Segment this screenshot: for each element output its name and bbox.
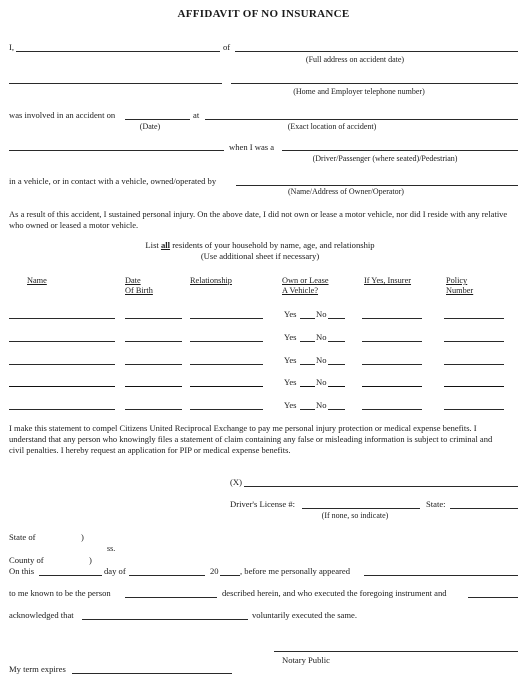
header-own-2: A Vehicle?	[282, 286, 319, 295]
row2-insurer-line[interactable]	[362, 341, 422, 342]
header-dob-2: Of Birth	[125, 286, 153, 295]
row1-yes: Yes	[284, 309, 297, 319]
header-policy-2: Number	[446, 286, 474, 295]
list-instruction-after: residents of your household by name, age, and relationship	[170, 240, 375, 250]
row3-insurer-line[interactable]	[362, 364, 422, 365]
phone-field-line-right[interactable]	[231, 83, 518, 84]
role-caption: (Driver/Passenger (where seated)/Pedestrian)	[312, 154, 458, 163]
phone-caption: (Home and Employer telephone number)	[293, 87, 425, 96]
row3-policy-line[interactable]	[444, 364, 504, 365]
notary-day-of: day of	[104, 566, 126, 576]
row3-no-blank[interactable]	[328, 364, 345, 365]
notary-appeared-line[interactable]	[364, 575, 518, 576]
row2-name-line[interactable]	[9, 341, 115, 342]
notary-on-this: On this	[9, 566, 35, 576]
notary-public-label: Notary Public	[282, 655, 330, 665]
row5-yes-blank[interactable]	[300, 409, 315, 410]
row5-no-blank[interactable]	[328, 409, 345, 410]
notary-paren-2: )	[89, 555, 92, 565]
row4-policy-line[interactable]	[444, 386, 504, 387]
row2-relationship-line[interactable]	[190, 341, 263, 342]
notary-before-me: , before me personally appeared	[240, 566, 350, 576]
row2-policy-line[interactable]	[444, 341, 504, 342]
row2-no: No	[316, 332, 327, 342]
row3-name-line[interactable]	[9, 364, 115, 365]
row4-name-line[interactable]	[9, 386, 115, 387]
header-own-1: Own or Lease	[282, 276, 329, 285]
row5-insurer-line[interactable]	[362, 409, 422, 410]
owner-field-line[interactable]	[236, 185, 518, 186]
notary-acknowledged-line[interactable]	[82, 619, 248, 620]
notary-known-prefix: to me known to be the person	[9, 588, 111, 598]
header-name: Name	[27, 276, 47, 285]
license-caption: (If none, so indicate)	[321, 511, 389, 520]
row1-policy-line[interactable]	[444, 318, 504, 319]
document-title: AFFIDAVIT OF NO INSURANCE	[177, 8, 350, 20]
row3-dob-line[interactable]	[125, 364, 182, 365]
line4-blank-line[interactable]	[9, 150, 224, 151]
accident-date-field-line[interactable]	[125, 119, 190, 120]
row1-yes-blank[interactable]	[300, 318, 315, 319]
line5-prefix: in a vehicle, or in contact with a vehicle, owned/operated by	[9, 176, 217, 186]
row4-insurer-line[interactable]	[362, 386, 422, 387]
header-relationship: Relationship	[190, 276, 232, 285]
row3-yes: Yes	[284, 355, 297, 365]
row5-no: No	[316, 400, 327, 410]
license-state-line[interactable]	[450, 508, 518, 509]
address-field-line[interactable]	[235, 51, 518, 52]
notary-paren-1: )	[81, 532, 84, 542]
license-number-line[interactable]	[302, 508, 420, 509]
header-policy-1: Policy	[446, 276, 468, 285]
row5-dob-line[interactable]	[125, 409, 182, 410]
notary-voluntarily: voluntarily executed the same.	[252, 610, 357, 620]
row1-no: No	[316, 309, 327, 319]
row2-no-blank[interactable]	[328, 341, 345, 342]
row3-yes-blank[interactable]	[300, 364, 315, 365]
list-instruction	[145, 240, 374, 250]
row1-no-blank[interactable]	[328, 318, 345, 319]
row1-dob-line[interactable]	[125, 318, 182, 319]
notary-year-line[interactable]	[220, 575, 240, 576]
notary-signature-line[interactable]	[274, 651, 518, 652]
statement-no-vehicle: As a result of this accident, I sustained personal injury. On the above date, I did not own or lease a motor vehicle, nor did I reside with any relative who owned or leased a motor vehicle.	[9, 209, 508, 230]
row1-name-line[interactable]	[9, 318, 115, 319]
row4-no: No	[316, 377, 327, 387]
notary-year-prefix: 20	[210, 566, 219, 576]
notary-day-line[interactable]	[39, 575, 102, 576]
line3-prefix: was involved in an accident on	[9, 110, 116, 120]
notary-term-line[interactable]	[72, 673, 232, 674]
line1-prefix: I,	[9, 42, 15, 52]
location-caption: (Exact location of accident)	[287, 122, 377, 131]
phone-field-line-left[interactable]	[9, 83, 222, 84]
notary-county-of: County of	[9, 555, 44, 565]
address-caption: (Full address on accident date)	[305, 55, 405, 64]
header-insurer: If Yes, Insurer	[364, 276, 412, 285]
date-caption: (Date)	[139, 122, 161, 131]
line1-of: of	[223, 42, 231, 52]
row4-no-blank[interactable]	[328, 386, 345, 387]
notary-described-line[interactable]	[468, 597, 518, 598]
header-dob-1: Date	[125, 276, 141, 285]
statement-compel: I make this statement to compel Citizens United Reciprocal Exchange to pay me personal injury protection or medical expense benefits. I understand that any person who knowingly files a statement of claim containing any false or misleading information is subject to criminal and civil penalties. I hereby request an application for PIP or medical expense benefits.	[9, 423, 493, 455]
row5-yes: Yes	[284, 400, 297, 410]
row2-dob-line[interactable]	[125, 341, 182, 342]
row4-relationship-line[interactable]	[190, 386, 263, 387]
role-field-line[interactable]	[282, 150, 518, 151]
row4-yes-blank[interactable]	[300, 386, 315, 387]
owner-caption: (Name/Address of Owner/Operator)	[288, 187, 404, 196]
list-instruction-note: (Use additional sheet if necessary)	[200, 251, 320, 261]
signature-line[interactable]	[244, 486, 518, 487]
notary-month-line[interactable]	[129, 575, 205, 576]
notary-person-line[interactable]	[125, 597, 217, 598]
row5-name-line[interactable]	[9, 409, 115, 410]
line3-at: at	[193, 110, 200, 120]
row4-dob-line[interactable]	[125, 386, 182, 387]
notary-ss: ss.	[107, 544, 116, 553]
row3-no: No	[316, 355, 327, 365]
signature-mark: (X)	[230, 477, 242, 487]
row1-relationship-line[interactable]	[190, 318, 263, 319]
row5-policy-line[interactable]	[444, 409, 504, 410]
list-instruction-before: List	[145, 240, 161, 250]
row1-insurer-line[interactable]	[362, 318, 422, 319]
notary-acknowledged: acknowledged that	[9, 610, 74, 620]
accident-location-field-line[interactable]	[205, 119, 518, 120]
state-label: State:	[426, 499, 446, 509]
notary-state-of: State of	[9, 532, 36, 542]
row2-yes-blank[interactable]	[300, 341, 315, 342]
line4-when: when I was a	[229, 142, 275, 152]
license-label: Driver's License #:	[230, 499, 296, 509]
list-instruction-all: all	[160, 240, 171, 250]
row2-yes: Yes	[284, 332, 297, 342]
notary-described: described herein, and who executed the foregoing instrument and	[222, 588, 447, 598]
row5-relationship-line[interactable]	[190, 409, 263, 410]
row4-yes: Yes	[284, 377, 297, 387]
name-field-line[interactable]	[16, 51, 220, 52]
notary-term-expires: My term expires	[9, 664, 66, 674]
row3-relationship-line[interactable]	[190, 364, 263, 365]
